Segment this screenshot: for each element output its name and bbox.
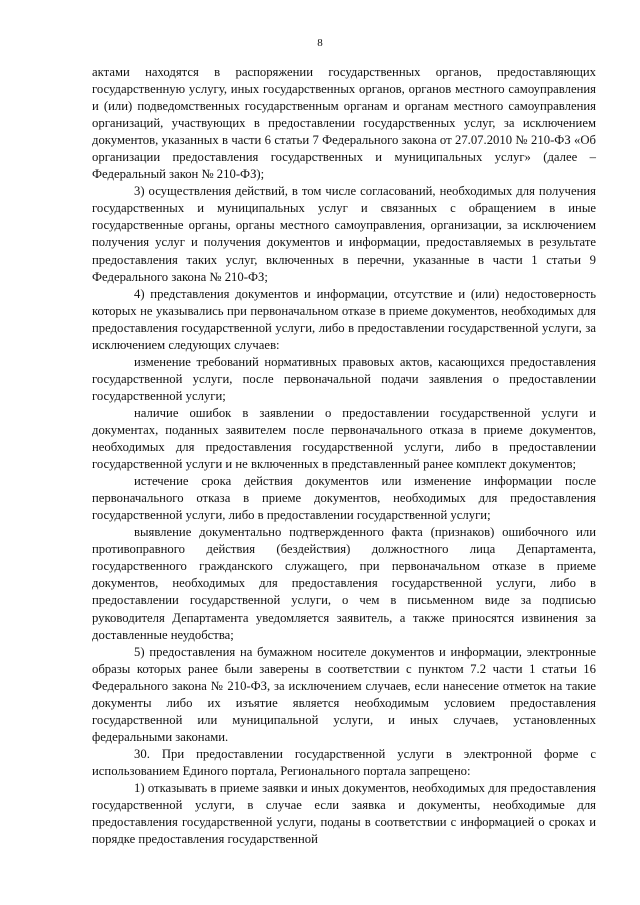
paragraph-section-30-item-1: 1) отказывать в приеме заявки и иных документов, необходимых для предоставления государственной услуги, в случае если заявка и документы, необходимые для предоставления государственной услуги, поданы в соответствии с информацией о сроках и порядке предоставления государственной bbox=[92, 780, 596, 847]
paragraph-item-4: 4) представления документов и информации, отсутствие и (или) недостоверность которых не указывались при первоначальном отказе в приеме документов, необходимых для предоставления государственной услуги, либо в предоставлении государственной услуги, за исключением следующих случаев: bbox=[92, 286, 596, 352]
paragraph-item-3: 3) осуществления действий, в том числе согласований, необходимых для получения государственных и муниципальных услуг и связанных с обращением в иные государственные органы, органы местного самоуправления, организации, за исключением получения услуг и получения документов и информации, предоставляемых в результате предоставления таких услуг, включенных в перечни, указанные в части 1 статьи 9 Федерального закона № 210-ФЗ; bbox=[92, 184, 596, 284]
document-body bbox=[92, 64, 596, 848]
paragraph-section-30: 30. При предоставлении государственной услуги в электронной форме с использованием Единого портала, Регионального портала запрещено: bbox=[92, 746, 596, 778]
paragraph-item-5: 5) предоставления на бумажном носителе документов и информации, электронные образы которых ранее были заверены в соответствии с пунктом 7.2 части 1 статьи 16 Федерального закона № 210-ФЗ, за исключением случаев, если нанесение отметок на такие документы либо их изъятие является необходимым условием предоставления государственной или муниципальной услуги, и иных случаев, установленных федеральными законами. bbox=[92, 644, 596, 744]
paragraph-case-requirements-change: изменение требований нормативных правовых актов, касающихся предоставления государственной услуги, после первоначальной подачи заявления о предоставлении государственной услуги; bbox=[92, 354, 596, 403]
paragraph-case-errors: наличие ошибок в заявлении о предоставлении государственной услуги и документах, поданных заявителем после первоначального отказа в приеме документов, необходимых для предоставления государственной услуги, либо в предоставлении государственной услуги и не включенных в представленный ранее комплект документов; bbox=[92, 405, 596, 472]
paragraph-continuation: актами находятся в распоряжении государственных органов, предоставляющих государственную услугу, иных государственных органов, органов местного самоуправления и (или) подведомственных государственным органам и органам местного самоуправления организаций, участвующих в предоставлении государственных услуг, за исключением документов, указанных в части 6 статьи 7 Федерального закона от 27.07.2010 № 210-ФЗ «Об организации предоставления государственных и муниципальных услуг» (далее – Федеральный закон № 210-ФЗ); bbox=[92, 65, 596, 182]
paragraph-case-expiry: истечение срока действия документов или изменение информации после первоначального отказа в приеме документов, необходимых для предоставления государственной услуги, либо в предоставлении государственной услуги; bbox=[92, 474, 596, 523]
paragraph-case-official-error: выявление документально подтвержденного факта (признаков) ошибочного или противоправного действия (бездействия) должностного лица Департамента, государственного гражданского служащего, при первоначальном отказе в приеме документов, необходимых для предоставления государственной услуги, либо в предоставлении государственной услуги, о чем в письменном виде за подписью руководителя Департамента уведомляется заявитель, а также приносятся извинения за доставленные неудобства; bbox=[92, 525, 596, 642]
page-number: 8 bbox=[317, 37, 323, 49]
